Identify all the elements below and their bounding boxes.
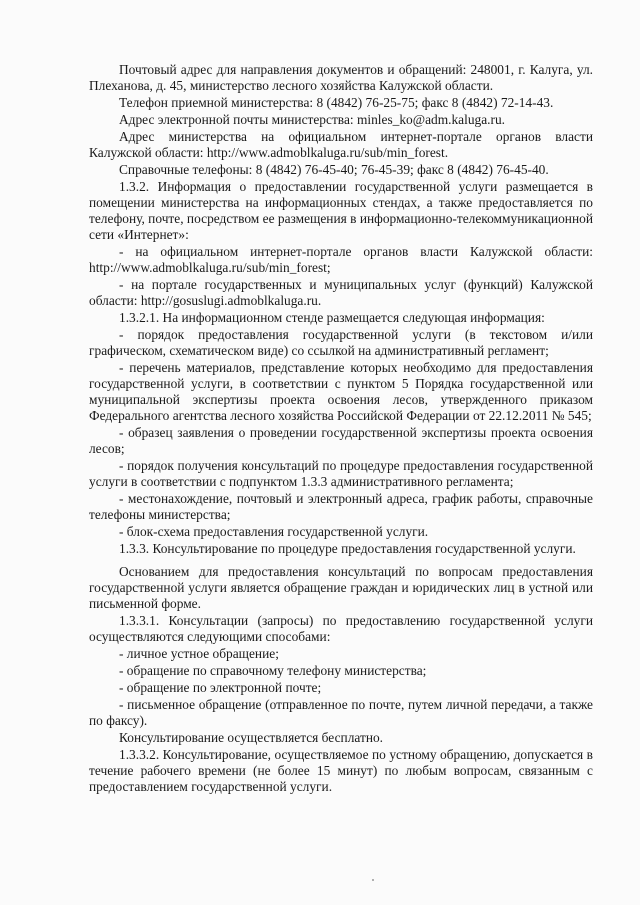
list-item-materials: - перечень материалов, представление которых необходимо для предоставления государственной услуги, в соответствии с пунктом 5 Порядка государственной или муниципальной экспертизы проекта освоения лесов, утвержденного приказом Федерального агентства лесного хозяйства Российской Федерации от 22.12.2011 № 545; — [89, 360, 593, 423]
section-1-3-2-1-paragraph: 1.3.2.1. На информационном стенде размещается следующая информация: — [119, 310, 545, 325]
list-item-consultation-order: - порядок получения консультаций по процедуре предоставления государственной услуги в соответствии с подпунктом 1.3.3 административного регламента; — [89, 458, 593, 489]
free-consultation-paragraph: Консультирование осуществляется бесплатно. — [119, 730, 384, 745]
section-1-3-3-heading: 1.3.3. Консультирование по процедуре предоставления государственной услуги. — [119, 541, 576, 556]
list-item-gosuslugi-portal: - на портале государственных и муниципальных услуг (функций) Калужской области: http://gosuslugi.admoblkaluga.ru. — [89, 277, 593, 308]
list-item-official-portal: - на официальном интернет-портале органов власти Калужской области: http://www.admoblkaluga.ru/sub/min_forest; — [89, 244, 593, 275]
website-address-paragraph: Адрес министерства на официальном интернет-портале органов власти Калужской области: http://www.admoblkaluga.ru/sub/min_forest. — [89, 129, 593, 160]
list-item-procedure: - порядок предоставления государственной услуги (в текстовом и/или графическом, схематическом виде) со ссылкой на административный регламент; — [89, 327, 593, 358]
list-item-flowchart: - блок-схема предоставления государственной услуги. — [119, 524, 429, 539]
postal-address-paragraph: Почтовый адрес для направления документов и обращений: 248001, г. Калуга, ул. Плеханова, д. 45, министерство лесного хозяйства Калужской области. — [89, 62, 593, 93]
section-1-3-3-1-paragraph: 1.3.3.1. Консультации (запросы) по предоставлению государственной услуги осуществляются следующими способами: — [89, 613, 593, 644]
list-item-phone-request: - обращение по справочному телефону министерства; — [119, 663, 427, 678]
list-item-email-request: - обращение по электронной почте; — [119, 680, 322, 695]
section-1-3-3-2-paragraph: 1.3.3.2. Консультирование, осуществляемое по устному обращению, допускается в течение рабочего времени (не более 15 минут) по любым вопросам, связанным с предоставлением государственной услуги. — [89, 747, 593, 794]
consultation-basis-paragraph: Основанием для предоставления консультаций по вопросам предоставления государственной услуги является обращение граждан и юридических лиц в устной или письменной форме. — [89, 564, 593, 611]
email-address-paragraph: Адрес электронной почты министерства: minles_ko@adm.kaluga.ru. — [119, 112, 506, 127]
list-item-location-contacts: - местонахождение, почтовый и электронный адреса, график работы, справочные телефоны министерства; — [89, 491, 593, 522]
scan-speck — [372, 879, 374, 881]
list-item-application-sample: - образец заявления о проведении государственной экспертизы проекта освоения лесов; — [89, 425, 593, 456]
list-item-oral-request: - личное устное обращение; — [119, 646, 279, 661]
section-1-3-2-paragraph: 1.3.2. Информация о предоставлении государственной услуги размещается в помещении министерства на информационных стендах, а также предоставляется по телефону, почте, посредством ее размещения в информационно-телекоммуникационной сети «Интернет»: — [89, 179, 593, 242]
reception-phone-paragraph: Телефон приемной министерства: 8 (4842) 76-25-75; факс 8 (4842) 72-14-43. — [119, 95, 554, 110]
reference-phones-paragraph: Справочные телефоны: 8 (4842) 76-45-40; 76-45-39; факс 8 (4842) 76-45-40. — [119, 162, 549, 177]
document-page — [89, 62, 593, 796]
list-item-written-request: - письменное обращение (отправленное по почте, путем личной передачи, а также по факсу). — [89, 697, 593, 728]
